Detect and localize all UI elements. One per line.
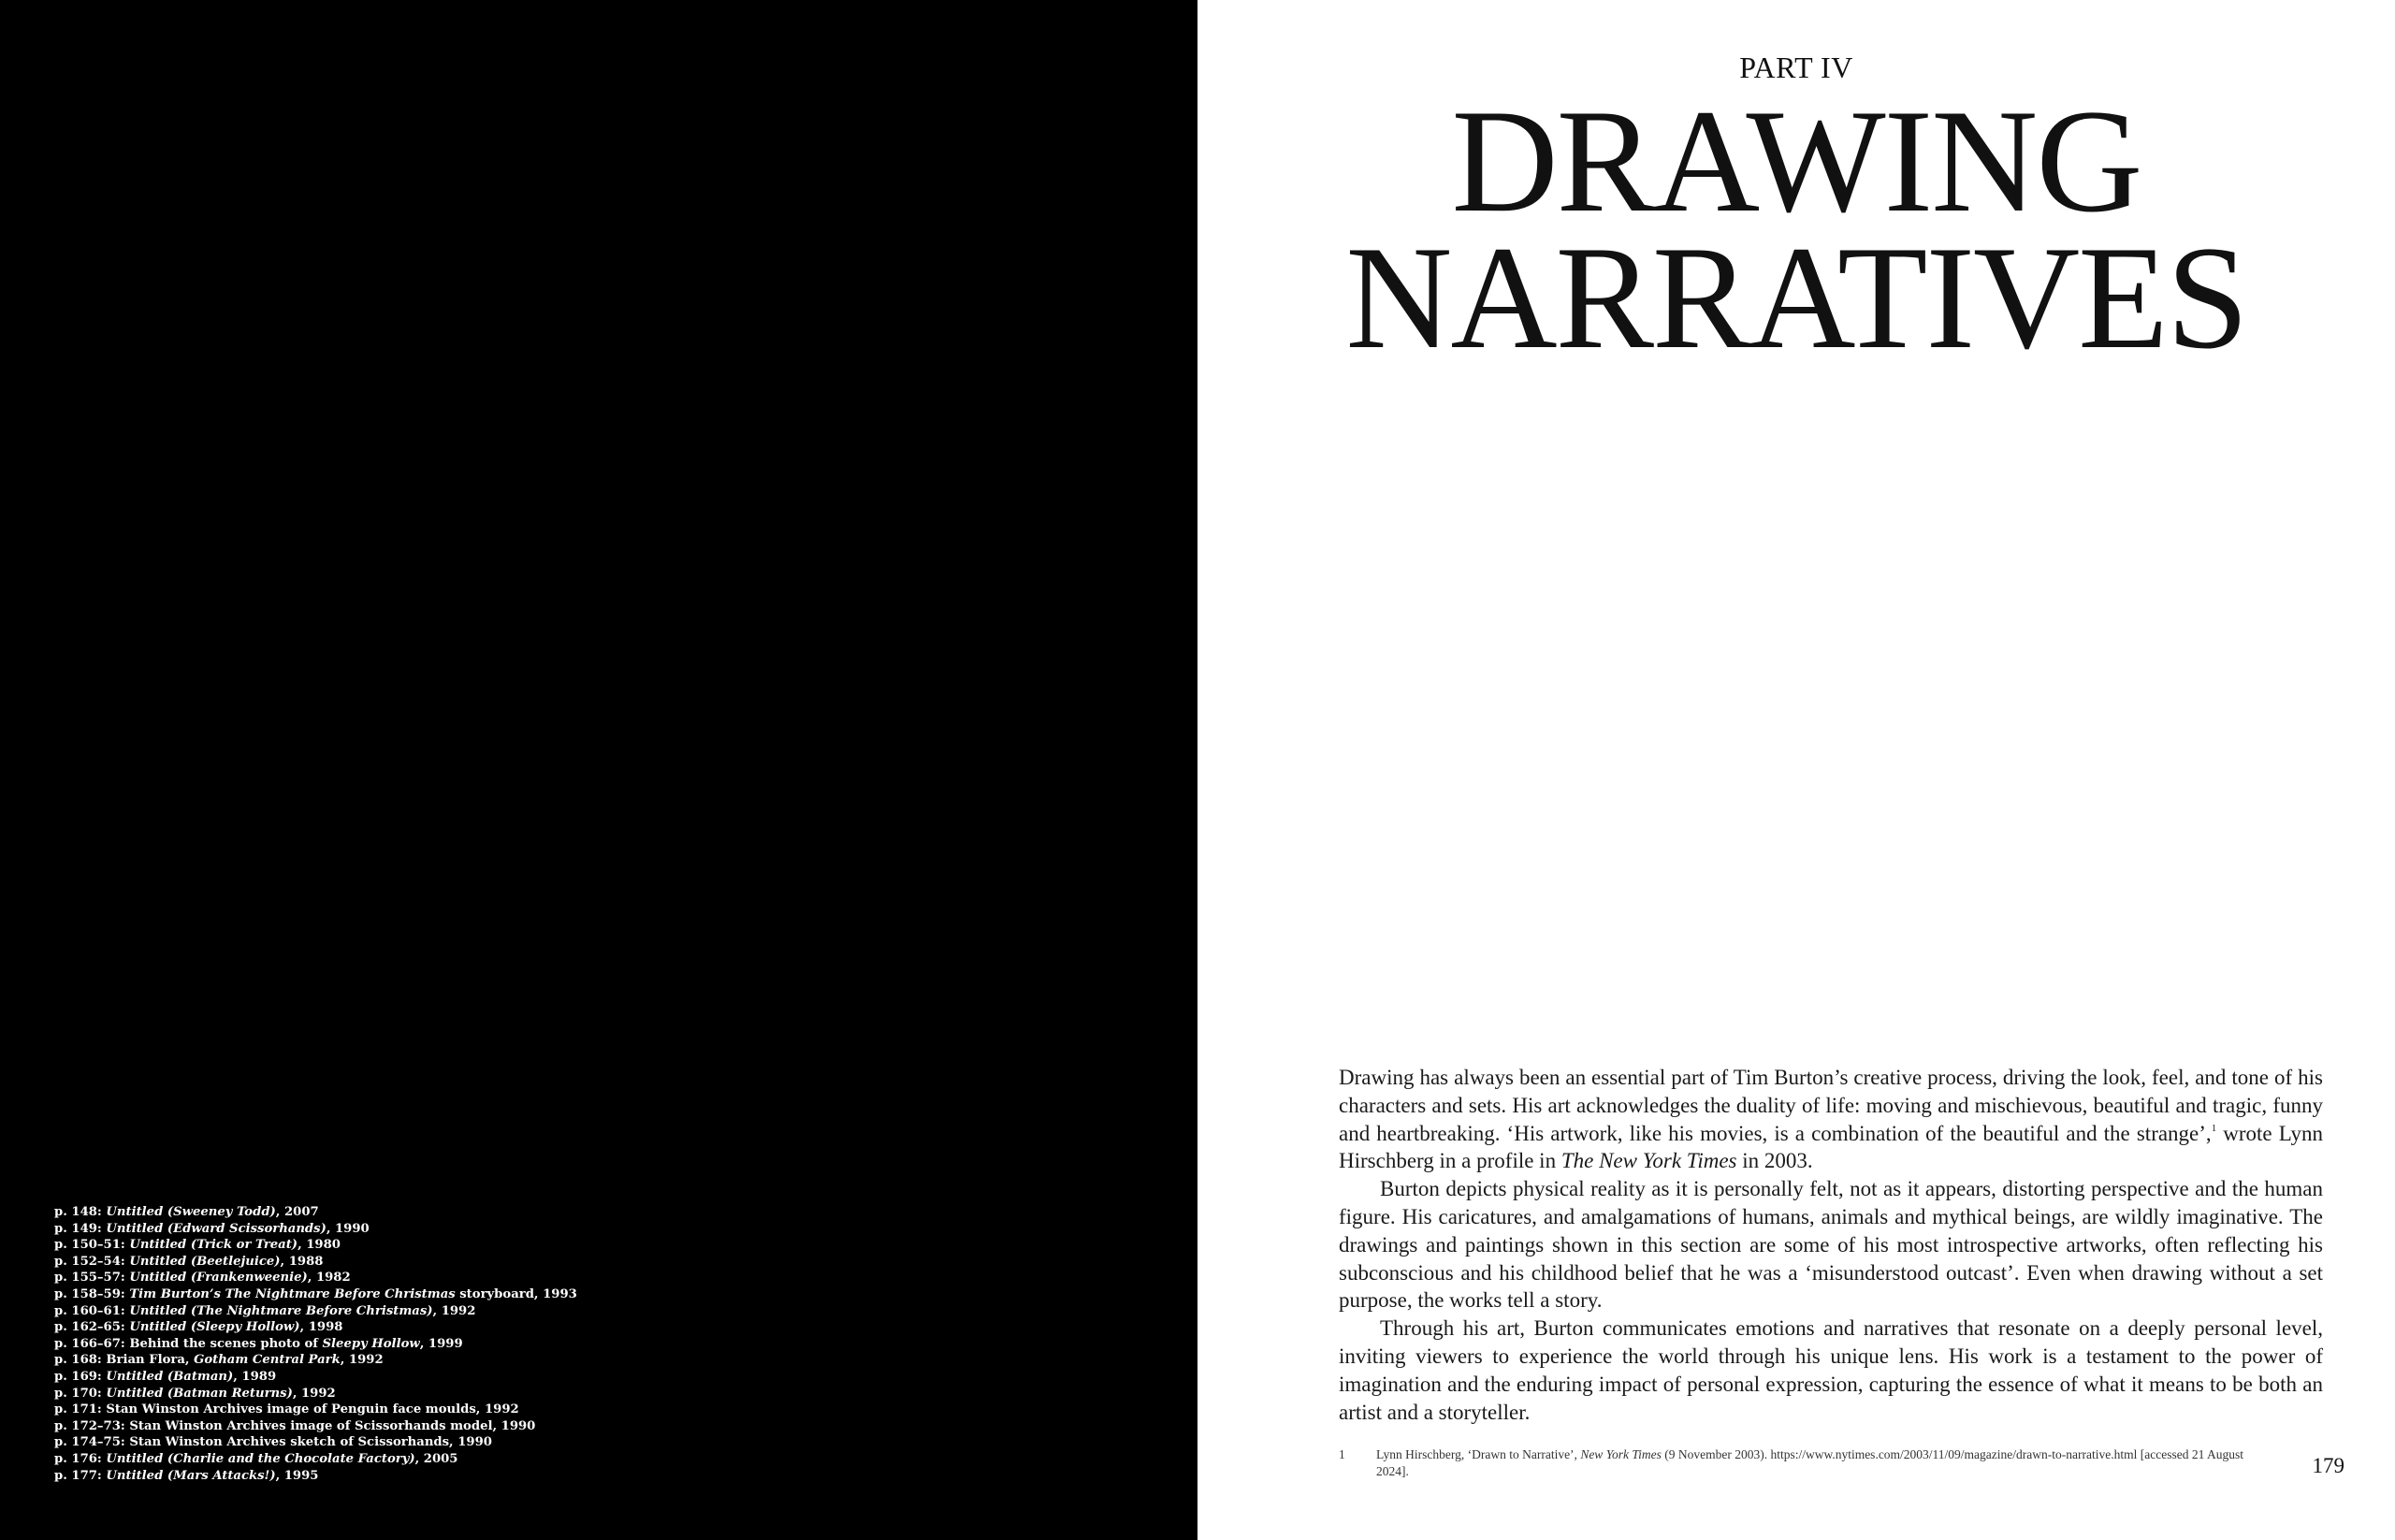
- caption-page-ref: p. 158–59:: [54, 1286, 130, 1301]
- image-captions-list: [54, 1204, 896, 1484]
- caption-work-title: Sleepy Hollow: [322, 1336, 420, 1351]
- page-number: 179: [2312, 1454, 2344, 1477]
- caption-item: [54, 1451, 896, 1468]
- caption-item: [54, 1386, 896, 1402]
- caption-work-title: Untitled (Sweeney Todd): [106, 1205, 276, 1219]
- caption-item: [54, 1468, 896, 1485]
- caption-work-title: Untitled (Batman Returns): [106, 1386, 293, 1401]
- footnote-number: 1: [1339, 1447, 1345, 1461]
- paragraph-1-publication: The New York Times: [1560, 1149, 1737, 1173]
- chapter-title-line-1: DRAWING: [1451, 80, 2141, 243]
- caption-work-title: Gotham Central Park: [194, 1353, 341, 1368]
- caption-page-ref: p. 169:: [54, 1369, 107, 1384]
- caption-year: storyboard, 1993: [455, 1286, 577, 1301]
- caption-page-ref: p. 150–51:: [54, 1238, 130, 1253]
- caption-item: [54, 1270, 896, 1286]
- paragraph-1-text-b: wrote Lynn Hirschberg in a profile in: [1339, 1121, 2323, 1173]
- caption-page-ref: p. 174–75: Stan Winston Archives sketch of Scissorhands, 1990: [54, 1435, 492, 1450]
- caption-work-title: Untitled (Edward Scissorhands): [106, 1221, 327, 1236]
- caption-page-ref: p. 176:: [54, 1451, 107, 1466]
- caption-item: [54, 1237, 896, 1254]
- caption-year: , 2005: [414, 1451, 458, 1466]
- paragraph-3: Through his art, Burton communicates emotions and narratives that resonate on a deeply personal level, inviting viewers to experience the world through his unique lens. His work is a testament to the power of imagination and the enduring impact of personal expression, capturing the essence of what it means to be both an artist and a storyteller.: [1339, 1316, 2323, 1424]
- caption-item: [54, 1254, 896, 1271]
- caption-item: [54, 1319, 896, 1336]
- caption-page-ref: p. 166–67: Behind the scenes photo of: [54, 1336, 323, 1351]
- caption-year: , 1988: [280, 1254, 324, 1269]
- caption-item: [54, 1434, 896, 1451]
- caption-work-title: Untitled (Beetlejuice): [129, 1254, 281, 1269]
- caption-year: , 1989: [233, 1369, 277, 1384]
- caption-year: , 1998: [299, 1320, 343, 1335]
- caption-work-title: Untitled (Batman): [106, 1369, 234, 1384]
- caption-work-title: Untitled (Charlie and the Chocolate Factory): [106, 1451, 415, 1466]
- caption-year: , 1999: [419, 1336, 463, 1351]
- footnote-text-a: Lynn Hirschberg, ‘Drawn to Narrative’,: [1376, 1447, 1581, 1461]
- caption-year: , 1992: [340, 1353, 384, 1368]
- caption-page-ref: p. 155–57:: [54, 1271, 130, 1286]
- body-text: [1339, 1064, 2323, 1426]
- footnote-publication: New York Times: [1580, 1447, 1662, 1461]
- caption-item: [54, 1352, 896, 1369]
- caption-page-ref: p. 149:: [54, 1221, 107, 1236]
- footnote-reference: 1: [2211, 1122, 2217, 1134]
- caption-page-ref: p. 170:: [54, 1386, 107, 1401]
- caption-item: [54, 1369, 896, 1386]
- caption-item: [54, 1221, 896, 1238]
- caption-page-ref: p. 162–65:: [54, 1320, 130, 1335]
- caption-page-ref: p. 177:: [54, 1468, 107, 1483]
- caption-work-title: Untitled (Trick or Treat): [129, 1238, 298, 1253]
- paragraph-1-text-a: Drawing has always been an essential part of Tim Burton’s creative process, driving the look, feel, and tone of his characters and sets. His art acknowledges the duality of life: moving and mischievous, beautiful and tragic, funny and heartbreaking. ‘His artwork, like his movies, is a combination of the beautiful and the strange’,: [1339, 1066, 2323, 1145]
- caption-page-ref: p. 172–73: Stan Winston Archives image of Scissorhands model, 1990: [54, 1418, 536, 1433]
- caption-work-title: Untitled (The Nightmare Before Christmas): [129, 1303, 433, 1318]
- caption-work-title: Untitled (Sleepy Hollow): [129, 1320, 300, 1335]
- caption-year: , 1980: [298, 1238, 341, 1253]
- part-label: PART IV: [1739, 51, 1853, 84]
- caption-page-ref: p. 171: Stan Winston Archives image of Penguin face moulds, 1992: [54, 1402, 519, 1417]
- caption-year: , 1982: [307, 1271, 351, 1286]
- caption-item: [54, 1336, 896, 1353]
- caption-year: , 1992: [292, 1386, 336, 1401]
- caption-page-ref: p. 148:: [54, 1205, 107, 1219]
- caption-page-ref: p. 152–54:: [54, 1254, 130, 1269]
- caption-year: , 1995: [275, 1468, 319, 1483]
- footnote-text: [1376, 1446, 2274, 1479]
- paragraph-1: [1339, 1064, 2323, 1175]
- caption-work-title: Untitled (Frankenweenie): [129, 1271, 308, 1286]
- caption-page-ref: p. 168: Brian Flora,: [54, 1353, 195, 1368]
- footnote: [1339, 1446, 2274, 1479]
- caption-work-title: Tim Burton’s The Nightmare Before Christmas: [129, 1286, 456, 1301]
- chapter-title-line-2: NARRATIVES: [1345, 216, 2247, 380]
- caption-item: [54, 1402, 896, 1418]
- paragraph-2: Burton depicts physical reality as it is personally felt, not as it appears, distorting perspective and the human figure. His caricatures, and amalgamations of humans, animals and mythical beings, are wildly imaginative. The drawings and paintings shown in this section are some of his most introspective artworks, often reflecting his subconscious and his childhood belief that he was a ‘misunderstood outcast’. Even when drawing without a set purpose, the works tell a story.: [1339, 1177, 2323, 1313]
- caption-year: , 1990: [326, 1221, 370, 1236]
- caption-year: , 1992: [432, 1303, 476, 1318]
- right-page: [1198, 0, 2395, 1540]
- caption-item: [54, 1286, 896, 1303]
- chapter-title: [1198, 80, 2395, 380]
- caption-page-ref: p. 160–61:: [54, 1303, 130, 1318]
- caption-work-title: Untitled (Mars Attacks!): [106, 1468, 276, 1483]
- caption-item: [54, 1204, 896, 1221]
- caption-item: [54, 1303, 896, 1320]
- caption-item: [54, 1418, 896, 1435]
- caption-year: , 2007: [275, 1205, 319, 1219]
- footnote-text-b: (9 November 2003). https://www.nytimes.com/2003/11/09/magazine/drawn-to-narrative.html [accessed 21 August 2024].: [1376, 1447, 2243, 1478]
- paragraph-1-text-c: in 2003.: [1736, 1149, 1813, 1173]
